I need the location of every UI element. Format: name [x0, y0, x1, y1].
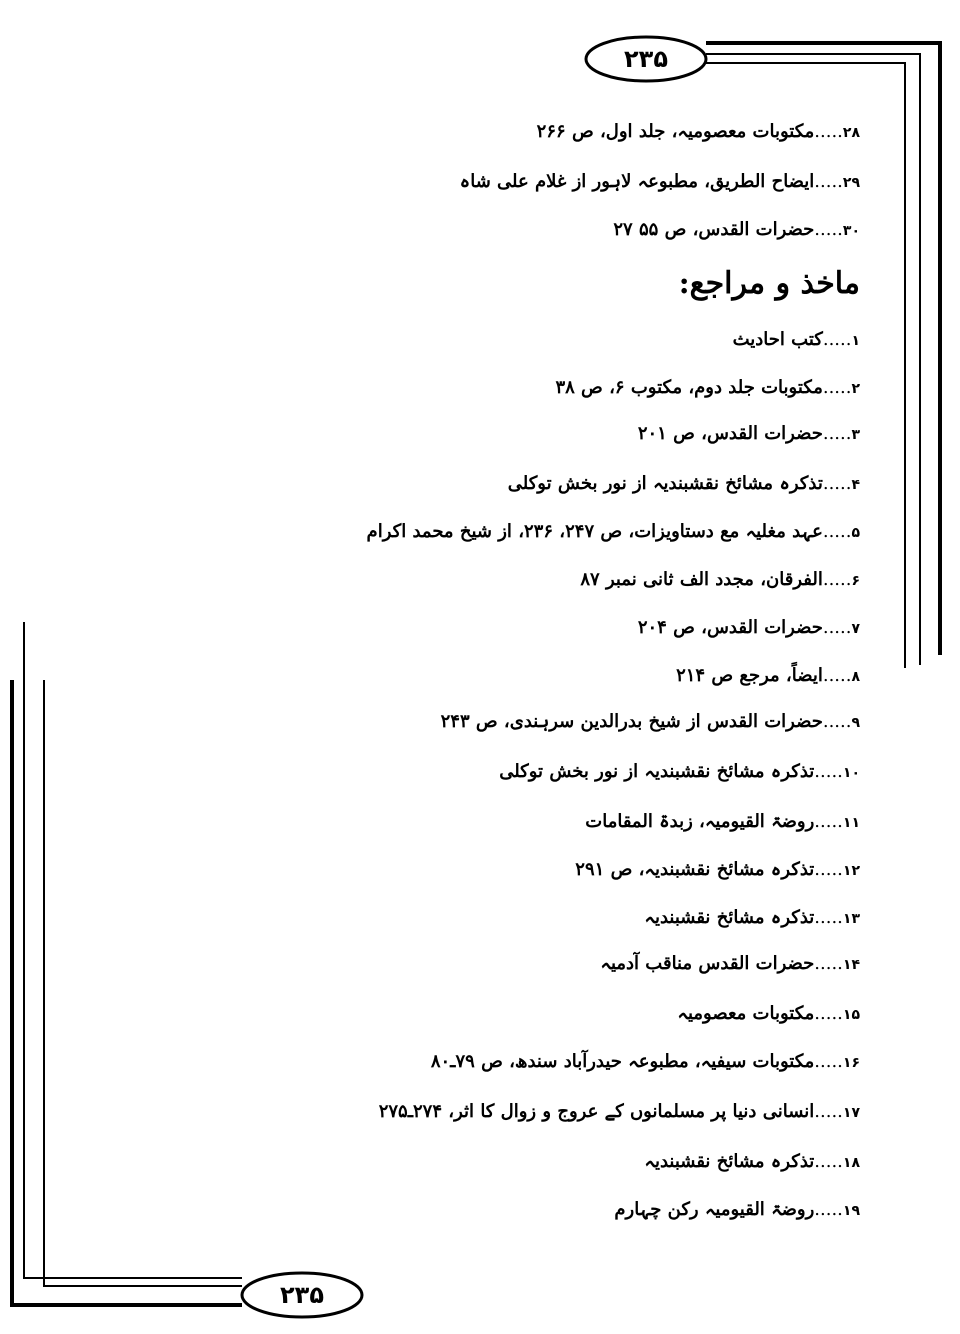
reference-text: انسانی دنیا پر مسلمانوں کے عروج و زوال کا اثر، ۲۷۴ـ۲۷۵ [378, 1101, 815, 1122]
reference-number: ۱۵ [842, 1007, 860, 1023]
page-number-top: ۲۳۵ [624, 45, 668, 73]
reference-number: ۳ [851, 427, 860, 443]
reference-text: حضرات القدس مناقب آدمیہ [600, 953, 815, 974]
note-text: حضرات القدس، ص ۵۵ ۲۷ [613, 219, 815, 240]
reference-text: مکتوبات معصومیہ [677, 1003, 815, 1024]
reference-text: ایضاً، مرجع ص ۲۱۴ [676, 665, 823, 686]
reference-number: ۱۸ [842, 1155, 860, 1171]
reference-item: ۶.....الفرقان، مجدد الف ثانی نمبر ۸۷ [580, 569, 860, 590]
reference-number: ۵ [851, 525, 860, 541]
note-number: ۲۹ [842, 175, 860, 191]
references-heading: ماخذ و مراجع: [678, 266, 860, 301]
reference-text: مکتوبات جلد دوم، مکتوب ۶، ص ۳۸ [555, 377, 823, 398]
reference-text: عہد مغلیہ مع دستاویزات، ص ۲۴۷، ۲۳۶، از شیخ محمد اکرام [366, 521, 823, 542]
reference-number: ۱۳ [842, 911, 860, 927]
reference-number: ۹ [851, 715, 860, 731]
reference-text: الفرقان، مجدد الف ثانی نمبر ۸۷ [580, 569, 823, 590]
reference-number: ۱ [851, 333, 860, 349]
reference-item: ۷.....حضرات القدس، ص ۲۰۴ [637, 617, 860, 638]
reference-number: ۴ [851, 477, 860, 493]
reference-item: ۲.....مکتوبات جلد دوم، مکتوب ۶، ص ۳۸ [555, 377, 860, 398]
reference-item: ۳.....حضرات القدس، ص ۲۰۱ [637, 423, 860, 444]
reference-item: ۱۳.....تذکرہ مشائخ نقشبندیہ [644, 907, 860, 928]
reference-number: ۱۲ [842, 863, 860, 879]
reference-number: ۱۶ [842, 1055, 860, 1071]
reference-item: ۵.....عہد مغلیہ مع دستاویزات، ص ۲۴۷، ۲۳۶، از شیخ محمد اکرام [366, 521, 860, 542]
reference-item: ۱۴.....حضرات القدس مناقب آدمیہ [600, 953, 860, 974]
reference-number: ۸ [851, 669, 860, 685]
reference-text: تذکرہ مشائخ نقشبندیہ از نور بخش توکلی [507, 473, 823, 494]
reference-item: ۱.....کتب احادیث [732, 329, 860, 350]
reference-item: ۱۱.....روضۃ القیومیہ، زبدۃ المقامات [585, 811, 860, 832]
reference-number: ۲ [851, 381, 860, 397]
reference-text: روضۃ القیومیہ، زبدۃ المقامات [585, 811, 815, 832]
reference-number: ۱۷ [842, 1105, 860, 1121]
reference-text: تذکرہ مشائخ نقشبندیہ [644, 907, 815, 928]
reference-number: ۱۹ [842, 1203, 860, 1219]
reference-item: ۸.....ایضاً، مرجع ص ۲۱۴ [676, 665, 860, 686]
note-text: ایضاح الطریق، مطبوعہ لاہور از غلام علی شاہ [459, 171, 815, 192]
reference-text: حضرات القدس، ص ۲۰۱ [637, 423, 823, 444]
reference-item: ۴.....تذکرہ مشائخ نقشبندیہ از نور بخش توکلی [507, 473, 860, 494]
reference-text: تذکرہ مشائخ نقشبندیہ، ص ۲۹۱ [575, 859, 815, 880]
reference-number: ۶ [851, 573, 860, 589]
reference-item: ۱۲.....تذکرہ مشائخ نقشبندیہ، ص ۲۹۱ [575, 859, 860, 880]
reference-text: حضرات القدس از شیخ بدرالدین سرہندی، ص ۲۴۳ [440, 711, 823, 732]
reference-item: ۱۹.....روضۃ القیومیہ رکن چہارم [614, 1199, 860, 1220]
reference-text: تذکرہ مشائخ نقشبندیہ [644, 1151, 815, 1172]
reference-item: ۱۵.....مکتوبات معصومیہ [677, 1003, 860, 1024]
reference-number: ۱۱ [842, 815, 860, 831]
reference-item: ۱۶.....مکتوبات سیفیہ، مطبوعہ حیدرآباد سندھ، ص ۷۹ـ۸۰ [430, 1051, 860, 1072]
page-number-bottom: ۲۳۵ [280, 1281, 324, 1309]
note-30: ۳۰.....حضرات القدس، ص ۵۵ ۲۷ [613, 219, 860, 240]
reference-text: کتب احادیث [732, 329, 823, 350]
reference-item: ۱۰.....تذکرہ مشائخ نقشبندیہ از نور بخش توکلی [499, 761, 860, 782]
note-text: مکتوبات معصومیہ، جلد اول، ص ۲۶۶ [536, 121, 815, 142]
reference-text: حضرات القدس، ص ۲۰۴ [637, 617, 823, 638]
reference-text: مکتوبات سیفیہ، مطبوعہ حیدرآباد سندھ، ص ۷۹ـ۸۰ [430, 1051, 815, 1072]
note-number: ۲۸ [842, 125, 860, 141]
reference-number: ۱۴ [842, 957, 860, 973]
reference-number: ۷ [851, 621, 860, 637]
note-29: ۲۹.....ایضاح الطریق، مطبوعہ لاہور از غلام علی شاہ [459, 171, 860, 192]
note-number: ۳۰ [842, 223, 860, 239]
reference-number: ۱۰ [842, 765, 860, 781]
reference-item: ۱۷.....انسانی دنیا پر مسلمانوں کے عروج و زوال کا اثر، ۲۷۴ـ۲۷۵ [378, 1101, 860, 1122]
reference-text: روضۃ القیومیہ رکن چہارم [614, 1199, 815, 1220]
reference-text: تذکرہ مشائخ نقشبندیہ از نور بخش توکلی [499, 761, 815, 782]
reference-item: ۹.....حضرات القدس از شیخ بدرالدین سرہندی، ص ۲۴۳ [440, 711, 860, 732]
note-28: ۲۸.....مکتوبات معصومیہ، جلد اول، ص ۲۶۶ [536, 121, 860, 142]
reference-item: ۱۸.....تذکرہ مشائخ نقشبندیہ [644, 1151, 860, 1172]
